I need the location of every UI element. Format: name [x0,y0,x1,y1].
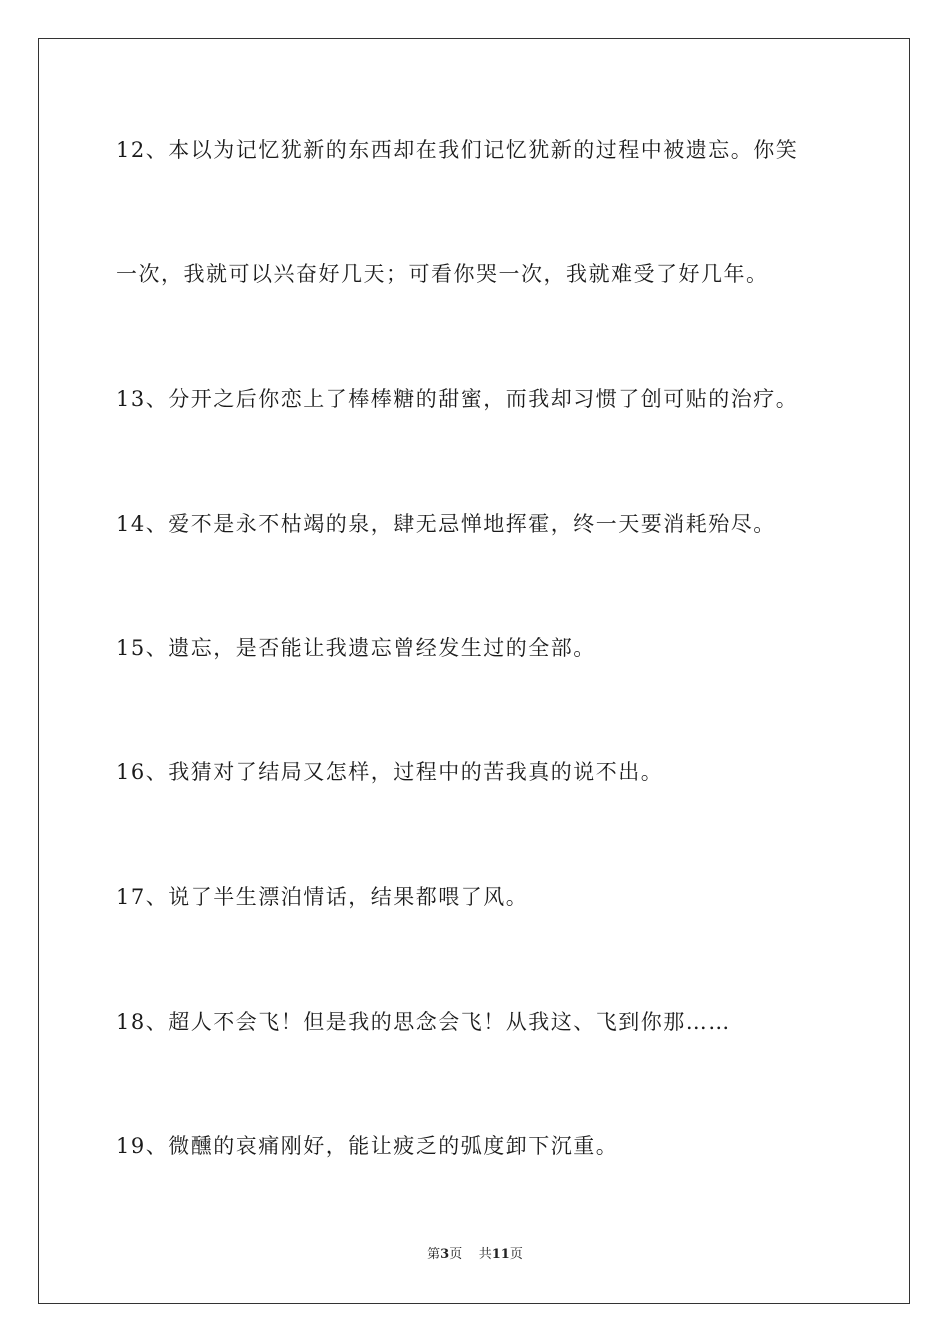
text-line: 18、超人不会飞！但是我的思念会飞！从我这、飞到你那…… [116,1010,731,1034]
page-footer [0,1246,950,1264]
page-prefix: 第 [427,1247,441,1262]
text-line: 12、本以为记忆犹新的东西却在我们记忆犹新的过程中被遗忘。你笑 [116,138,799,162]
page-suffix: 页 [449,1247,463,1262]
text-line: 一次，我就可以兴奋好几天；可看你哭一次，我就难受了好几年。 [116,262,769,286]
text-line: 19、微醺的哀痛刚好，能让疲乏的弧度卸下沉重。 [116,1134,619,1158]
text-line: 17、说了半生漂泊情话，结果都喂了风。 [116,885,529,909]
page-border [38,38,910,1304]
text-line: 14、爱不是永不枯竭的泉，肆无忌惮地挥霍，终一天要消耗殆尽。 [116,512,776,536]
text-line: 15、遗忘，是否能让我遗忘曾经发生过的全部。 [116,636,596,660]
text-line: 16、我猜对了结局又怎样，过程中的苦我真的说不出。 [116,760,664,784]
page-number: 3 [440,1247,450,1262]
total-pages: 11 [491,1247,510,1262]
total-prefix: 共 [478,1247,492,1262]
text-line: 13、分开之后你恋上了棒棒糖的甜蜜，而我却习惯了创可贴的治疗。 [116,387,799,411]
total-suffix: 页 [509,1247,523,1262]
